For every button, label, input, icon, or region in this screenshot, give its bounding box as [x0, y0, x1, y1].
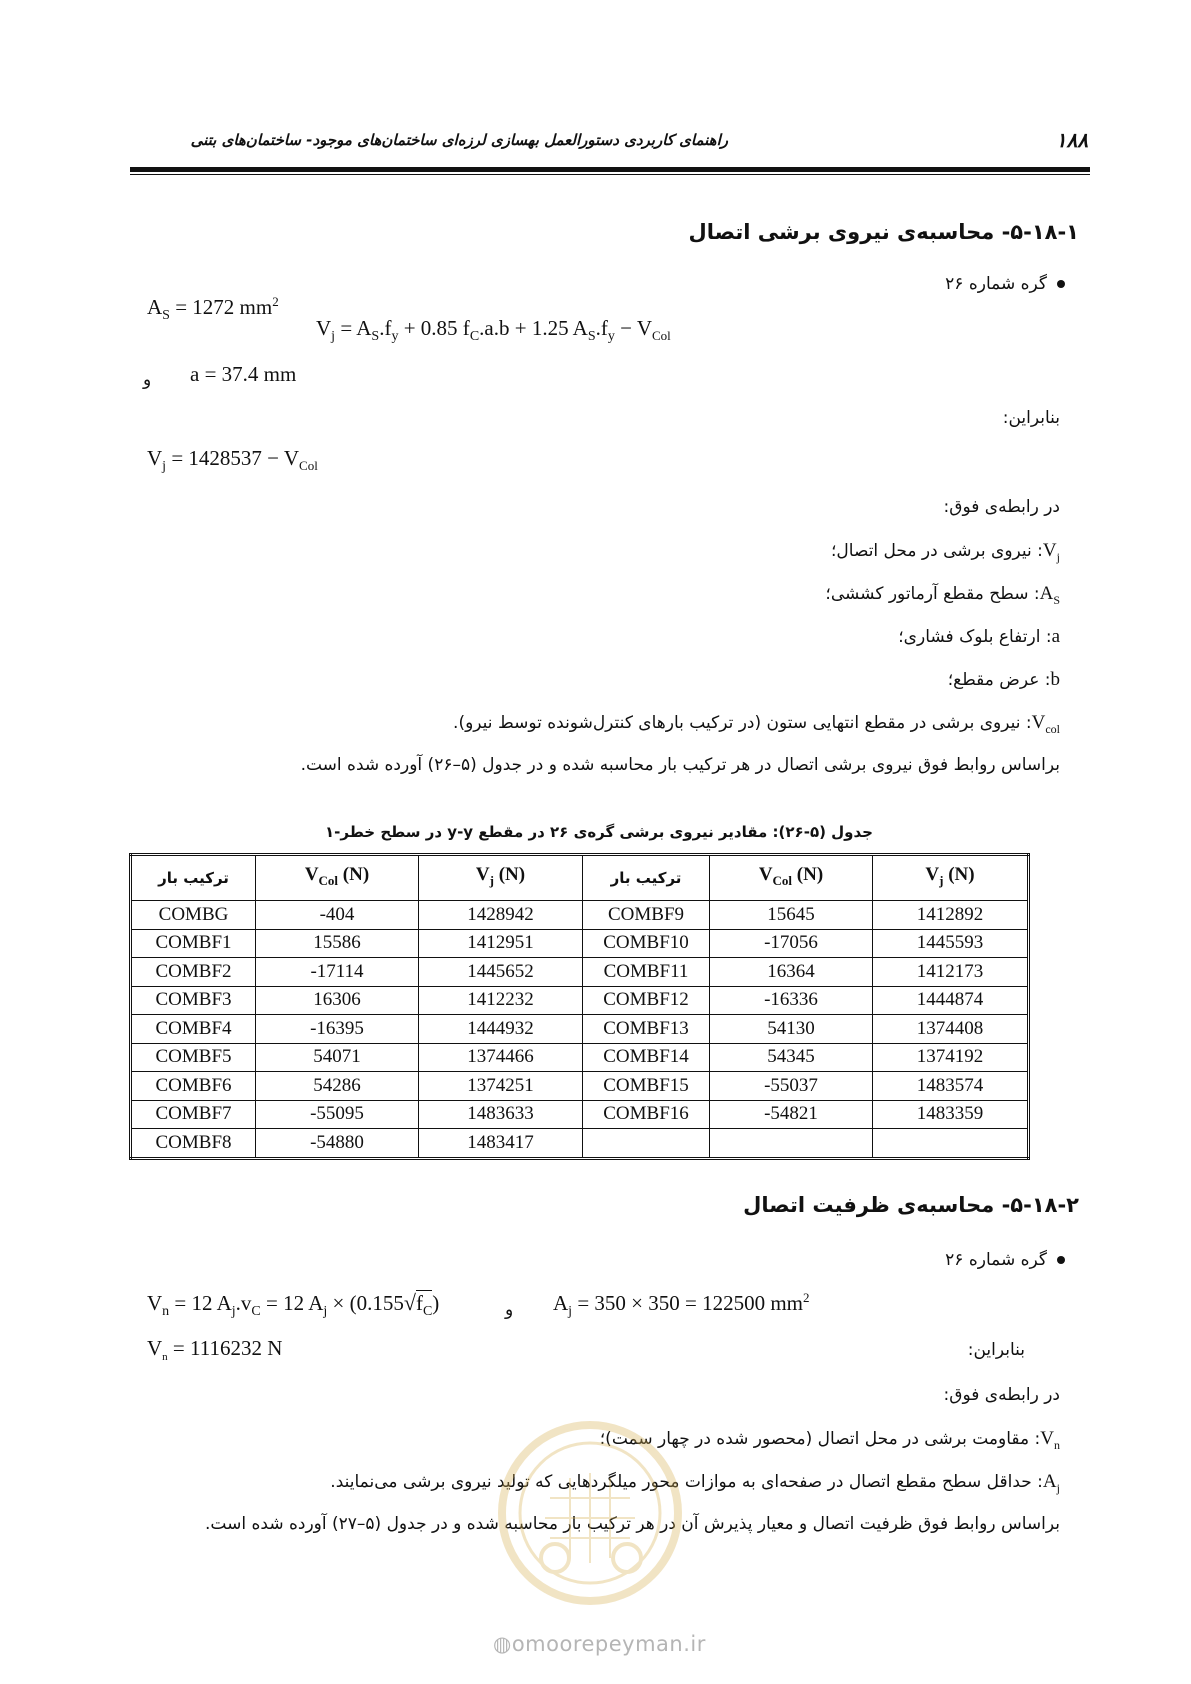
vcol-cell: -54880 — [256, 1129, 419, 1159]
table-row — [131, 958, 1029, 987]
vcol-cell: 54130 — [710, 1015, 873, 1044]
definition-aj: $A_j$: حداقل سطح مقطع اتصال در صفحه‌ای به موازات محور میلگردهایی که تولید نیروی برشی می‌نمایند. — [330, 1471, 1060, 1495]
vcol-cell: 15586 — [256, 929, 419, 958]
combo-cell: COMBF9 — [583, 901, 710, 930]
vj-cell — [873, 1129, 1029, 1159]
vj-cell: 1374466 — [419, 1043, 583, 1072]
vcol-cell: 15645 — [710, 901, 873, 930]
bullet-dot — [1057, 280, 1065, 288]
bullet-text: گره شماره ۲۶ — [945, 274, 1047, 294]
vj-cell: 1444932 — [419, 1015, 583, 1044]
equation-vn-result: $V_n = 1116232$ N — [147, 1336, 283, 1364]
table-row — [131, 901, 1029, 930]
combo-cell: COMBF14 — [583, 1043, 710, 1072]
section-heading-2: ۵-۱۸-۲- محاسبه‌ی ظرفیت اتصال — [743, 1193, 1079, 1217]
shear-force-table — [129, 853, 1030, 1160]
bullet-node-26 — [945, 274, 1065, 294]
vcol-cell: -16395 — [256, 1015, 419, 1044]
vcol-cell: 54286 — [256, 1072, 419, 1101]
vj-cell: 1412173 — [873, 958, 1029, 987]
table-row — [131, 986, 1029, 1015]
section-heading-1: ۵-۱۸-۱- محاسبه‌ی نیروی برشی اتصال — [688, 220, 1079, 244]
vj-cell: 1445652 — [419, 958, 583, 987]
vj-cell: 1428942 — [419, 901, 583, 930]
combo-cell: COMBF13 — [583, 1015, 710, 1044]
equation-vn-formula: $V_n = 12$ $A_j.v_C = 12$ $A_j \times (0.155√f_C)$ — [147, 1290, 440, 1320]
header-vcol-1: $V_{Col}$ (N) — [256, 855, 419, 901]
vj-cell: 1444874 — [873, 986, 1029, 1015]
definition-vn: $V_n$: مقاومت برشی در محل اتصال (محصور شده در چهار سمت)؛ — [599, 1428, 1060, 1452]
vj-cell: 1412951 — [419, 929, 583, 958]
combo-cell: COMBF11 — [583, 958, 710, 987]
table-row — [131, 1100, 1029, 1129]
vj-cell: 1374251 — [419, 1072, 583, 1101]
definition-vj: $V_j$: نیروی برشی در محل اتصال؛ — [831, 540, 1060, 564]
table-row — [131, 1015, 1029, 1044]
vcol-cell: -16336 — [710, 986, 873, 1015]
bullet-node-26-b — [945, 1250, 1065, 1270]
table-row — [131, 929, 1029, 958]
combo-cell: COMBF16 — [583, 1100, 710, 1129]
vj-cell: 1483359 — [873, 1100, 1029, 1129]
table-header-row — [131, 855, 1029, 901]
header-vcol-2: $V_{Col}$ (N) — [710, 855, 873, 901]
combo-cell: COMBF2 — [131, 958, 256, 987]
header-vj-1: $V_j$ (N) — [419, 855, 583, 901]
equation-a: a = 37.4 mm — [190, 362, 297, 386]
and-connector-1: و — [143, 370, 152, 390]
equation-aj: $A_j = 350 \times 350 = 122500$ $mm^2$ — [553, 1290, 810, 1320]
table-row — [131, 1072, 1029, 1101]
vj-cell: 1374408 — [873, 1015, 1029, 1044]
and-connector-2: و — [505, 1300, 514, 1320]
header-rule-thick — [130, 167, 1090, 172]
vcol-cell: -17056 — [710, 929, 873, 958]
vcol-cell: 54071 — [256, 1043, 419, 1072]
vj-cell: 1412232 — [419, 986, 583, 1015]
equation-vj-result: $V_j = 1428537 - V_{Col}$ — [147, 446, 318, 475]
bullet-dot — [1057, 1256, 1065, 1264]
watermark-seal-icon — [495, 1418, 685, 1608]
combo-cell: COMBF15 — [583, 1072, 710, 1101]
therefore-label-1: بنابراین: — [1002, 408, 1060, 428]
equation-vj-formula: $V_j = A_S.f_y + 0.85$ $f_C.a.b + 1.25$ $A_S.f_y - V_{Col}$ — [316, 316, 671, 345]
table-row — [131, 1129, 1029, 1159]
combo-cell: COMBF7 — [131, 1100, 256, 1129]
vcol-cell: 16306 — [256, 986, 419, 1015]
vcol-cell: -404 — [256, 901, 419, 930]
vcol-cell: 54345 — [710, 1043, 873, 1072]
combo-cell: COMBF4 — [131, 1015, 256, 1044]
conclusion-2: براساس روابط فوق ظرفیت اتصال و معیار پذیرش آن در هر ترکیب بار محاسبه شده و در جدول (۵–۲۷) آورده شده است. — [205, 1514, 1060, 1534]
combo-cell: COMBF10 — [583, 929, 710, 958]
conclusion-1: براساس روابط فوق نیروی برشی اتصال در هر ترکیب بار محاسبه شده و در جدول (۵–۲۶) آورده شده است. — [300, 755, 1060, 775]
watermark-text: ◍omoorepeyman.ir — [493, 1632, 706, 1656]
combo-cell: COMBF12 — [583, 986, 710, 1015]
vj-cell: 1483633 — [419, 1100, 583, 1129]
vcol-cell: -54821 — [710, 1100, 873, 1129]
bullet-text: گره شماره ۲۶ — [945, 1250, 1047, 1270]
in-relation-label-2: در رابطه‌ی فوق: — [943, 1385, 1060, 1405]
equation-as: $A_S = 1272$ $mm^2$ — [147, 294, 279, 324]
combo-cell: COMBF5 — [131, 1043, 256, 1072]
table-row — [131, 1043, 1029, 1072]
table-caption: جدول (۵-۲۶): مقادیر نیروی برشی گره‌ی ۲۶ در مقطع y-y در سطح خطر-۱ — [324, 823, 873, 841]
combo-cell: COMBG — [131, 901, 256, 930]
therefore-label-2: بنابراین: — [967, 1340, 1025, 1360]
vj-cell: 1412892 — [873, 901, 1029, 930]
vj-cell: 1445593 — [873, 929, 1029, 958]
definition-vcol: $V_{col}$: نیروی برشی در مقطع انتهایی ستون (در ترکیب بارهای کنترل‌شونده توسط نیرو). — [453, 712, 1060, 736]
vcol-cell: -55095 — [256, 1100, 419, 1129]
vcol-cell: 16364 — [710, 958, 873, 987]
vcol-cell: -55037 — [710, 1072, 873, 1101]
header-combo-1: ترکیب بار — [131, 855, 256, 901]
definition-b: b: عرض مقطع؛ — [947, 669, 1060, 690]
combo-cell: COMBF6 — [131, 1072, 256, 1101]
header-vj-2: $V_j$ (N) — [873, 855, 1029, 901]
running-header-title: راهنمای کاربردی دستورالعمل بهسازی لرزه‌ای ساختمان‌های موجود- ساختمان‌های بتنی — [190, 131, 728, 149]
vj-cell: 1483417 — [419, 1129, 583, 1159]
header-rule-thin — [130, 174, 1090, 175]
page-number: ۱۸۸ — [1055, 128, 1088, 152]
vcol-cell — [710, 1129, 873, 1159]
header-combo-2: ترکیب بار — [583, 855, 710, 901]
vcol-cell: -17114 — [256, 958, 419, 987]
vj-cell: 1374192 — [873, 1043, 1029, 1072]
watermark-globe-icon: ◍ — [493, 1632, 512, 1656]
combo-cell — [583, 1129, 710, 1159]
combo-cell: COMBF1 — [131, 929, 256, 958]
vj-cell: 1483574 — [873, 1072, 1029, 1101]
definition-a: a: ارتفاع بلوک فشاری؛ — [898, 626, 1060, 647]
in-relation-label-1: در رابطه‌ی فوق: — [943, 497, 1060, 517]
combo-cell: COMBF3 — [131, 986, 256, 1015]
combo-cell: COMBF8 — [131, 1129, 256, 1159]
definition-as: $A_S$: سطح مقطع آرماتور کششی؛ — [825, 583, 1060, 607]
